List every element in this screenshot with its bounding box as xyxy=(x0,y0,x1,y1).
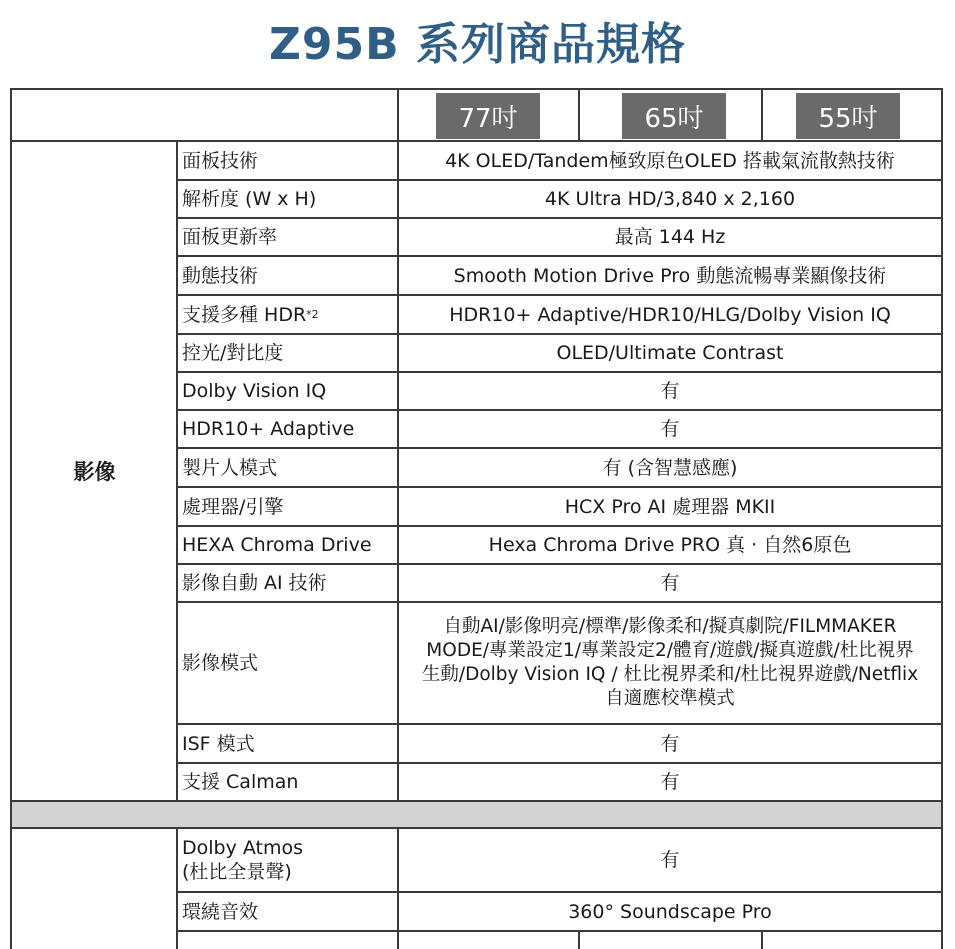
row-value: 4K OLED/Tandem極致原色OLED 搭載氣流散熱技術 xyxy=(445,149,895,172)
row-label: 控光/對比度 xyxy=(182,342,284,364)
column-divider xyxy=(761,930,763,949)
row-value: 有 xyxy=(660,572,680,594)
header-column-divider xyxy=(578,88,580,140)
row-value: HCX Pro AI 處理器 MKII xyxy=(564,495,776,518)
row-label-dolby-atmos xyxy=(182,829,303,891)
category-video: 影像 xyxy=(73,460,116,484)
row-value: Smooth Motion Drive Pro 動態流暢專業顯像技術 xyxy=(453,264,887,287)
row-value: 有 xyxy=(660,418,680,440)
row-label: HDR10+ Adaptive xyxy=(182,418,355,440)
row-label: 解析度 (W x H) xyxy=(182,188,317,210)
row-value: 最高 144 Hz xyxy=(614,226,726,248)
row-value: HDR10+ Adaptive/HDR10/HLG/Dolby Vision IQ xyxy=(449,303,891,326)
row-value: 有 xyxy=(660,771,680,793)
header-column-divider xyxy=(761,88,763,140)
section-separator-band xyxy=(11,802,942,827)
table-border-top xyxy=(11,88,942,90)
row-value: 有 (含智慧感應) xyxy=(602,456,738,479)
row-label: Dolby Vision IQ xyxy=(182,380,327,402)
row-value: Hexa Chroma Drive PRO 真 · 自然6原色 xyxy=(488,534,852,556)
value-line: 生動/Dolby Vision IQ / 杜比視界柔和/杜比視界遊戲/Netflix xyxy=(421,664,919,685)
row-label: 製片人模式 xyxy=(182,456,278,479)
size-badge-65: 65吋 xyxy=(622,93,726,139)
row-label: Dolby Atmos xyxy=(182,837,304,859)
row-label: 支援多種 HDR xyxy=(182,303,307,326)
row-label: 支援 Calman xyxy=(182,771,299,793)
row-label: ISF 模式 xyxy=(182,732,255,755)
column-divider xyxy=(176,827,178,949)
row-label: 影像自動 AI 技術 xyxy=(182,572,327,594)
row-value: 有 xyxy=(660,380,680,402)
row-label: (杜比全景聲) xyxy=(182,861,292,883)
value-line: MODE/專業設定1/專業設定2/體育/遊戲/擬真遊戲/杜比視界 xyxy=(426,640,914,661)
row-label: 面板技術 xyxy=(182,149,259,172)
value-line: 自適應校準模式 xyxy=(605,688,735,709)
row-divider xyxy=(177,930,942,932)
row-value-picture-modes xyxy=(398,603,942,723)
value-line: 自動AI/影像明亮/標準/影像柔和/擬真劇院/FILMMAKER xyxy=(443,616,897,637)
row-label: 處理器/引擎 xyxy=(182,495,284,518)
row-label: 面板更新率 xyxy=(182,226,278,248)
size-badge-55: 55吋 xyxy=(796,93,900,139)
row-label: 動態技術 xyxy=(182,264,259,287)
row-value: OLED/Ultimate Contrast xyxy=(556,342,784,364)
row-value: 360° Soundscape Pro xyxy=(568,900,772,923)
row-label: 影像模式 xyxy=(182,652,259,674)
row-value: 有 xyxy=(660,732,680,755)
column-divider xyxy=(578,930,580,949)
row-value: 4K Ultra HD/3,840 x 2,160 xyxy=(544,188,796,210)
row-value: 有 xyxy=(660,849,680,871)
row-label: 環繞音效 xyxy=(182,900,259,923)
size-badge-77: 77吋 xyxy=(436,93,540,139)
row-label-hdr xyxy=(182,296,319,333)
row-label: HEXA Chroma Drive xyxy=(182,534,372,556)
footnote-mark: *2 xyxy=(306,307,319,321)
page-title: Z95B 系列商品規格 xyxy=(269,19,686,70)
